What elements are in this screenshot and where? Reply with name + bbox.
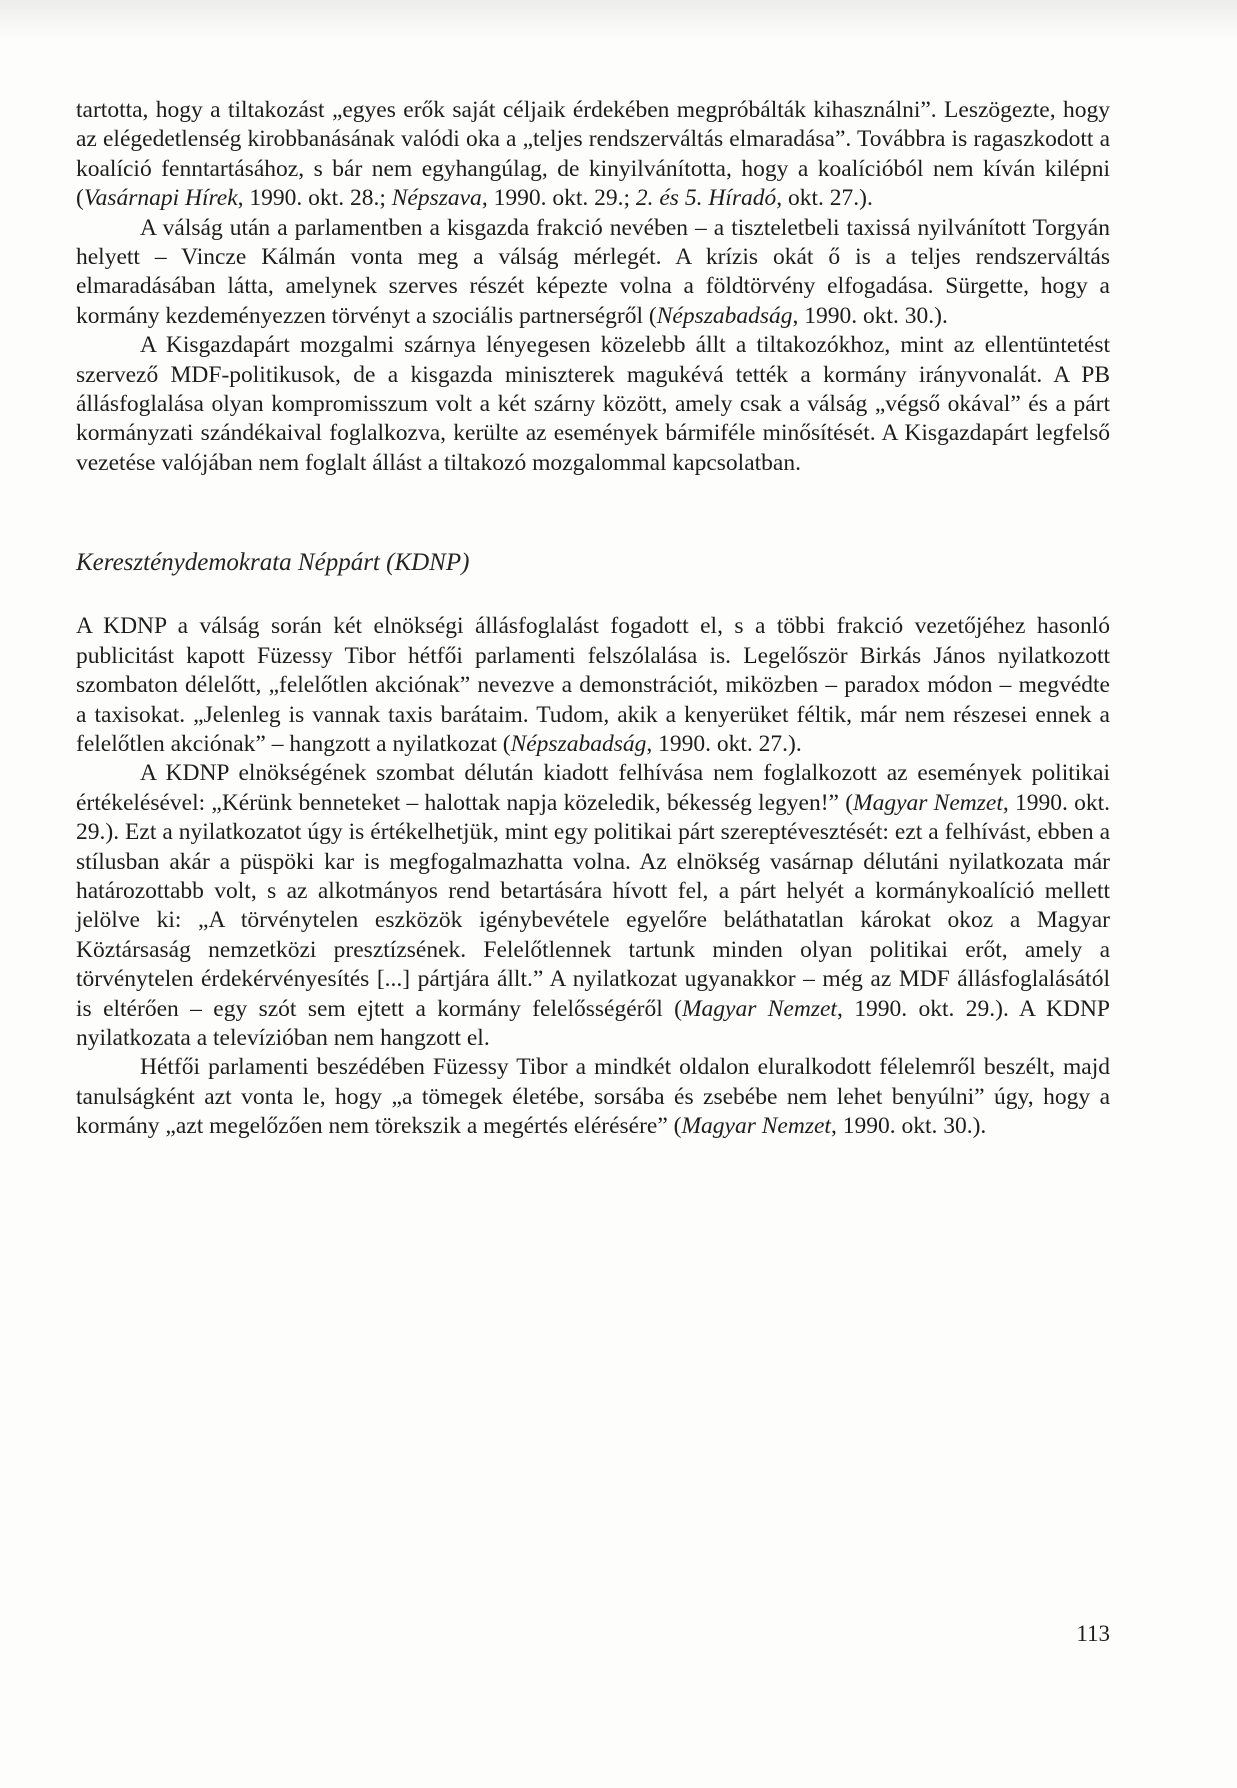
paragraph (76, 214, 1110, 332)
paragraph-text: A KDNP a válság során két elnökségi állásfoglalást fogadott el, s a többi frakció vezetőjéhez hasonló publicitást kapott Füzessy Tibor hétfői parlamenti felszólalása is. Legelőször Birkás János nyilatkozott szombaton délelőtt, „felelőtlen akciónak” nevezve a demonstrációt, miközben – paradox módon – megvédte a taxisokat. „Jelenleg is vannak taxis barátaim. Tudom, akik a kenyerüket féltik, már nem részesei ennek a felelőtlen akciónak” – hangzott a nyilatkozat ( (76, 613, 1110, 757)
paragraph-text: Hétfői parlamenti beszédében Füzessy Tibor a mindkét oldalon eluralkodott félelemről beszélt, majd tanulságként azt vonta le, hogy „a tömegek életébe, sorsába és zsebébe nem lehet benyúlni” úgy, hogy a kormány „azt megelőzően nem törekszik a megértés elérésére” ( (76, 1054, 1110, 1140)
page-number: 113 (1076, 1621, 1110, 1646)
source-title: Népszabadság (656, 302, 793, 329)
paragraph-text: , 1990. okt. 27.). (646, 730, 802, 757)
source-title: Magyar Nemzet (681, 995, 837, 1022)
paragraph-text: , 1990. okt. 30.). (792, 302, 948, 329)
paragraph-text: A Kisgazdapárt mozgalmi szárnya lényegesen közelebb állt a tiltakozókhoz, mint az ellentüntetést szervező MDF-politikusok, de a kisgazda miniszterek magukévá tették a kormány irányvonalát. A PB állásfoglalása olyan kompromisszum volt a két szárny között, amely csak a válság „végső okával” és a párt kormányzati szándékaival foglalkozva, kerülte az események bármiféle minősítését. A Kisgazdapárt legfelső vezetése valójában nem foglalt állást a tiltakozó mozgalommal kapcsolatban. (76, 332, 1110, 476)
paragraph-text: , 1990. okt. 29.; (481, 185, 636, 212)
paragraph-text: , 1990. okt. 30.). (830, 1113, 987, 1140)
scan-shadow (0, 0, 1237, 42)
paragraph-text: A KDNP elnökségének szombat délután kiadott felhívása nem foglalkozott az események politikai értékelésével: „Kérünk benneteket – halottak napja közeledik, békesség legyen!” ( (76, 760, 1110, 816)
source-title: Vasárnapi Hírek (83, 185, 238, 212)
source-title: 2. és 5. Híradó (635, 185, 777, 212)
paragraph (76, 331, 1110, 478)
text-column (76, 96, 1110, 1142)
source-title: Népszava (391, 185, 482, 212)
paragraph (76, 759, 1110, 1053)
paragraph-text: A válság után a parlamentben a kisgazda frakció nevében – a tiszteletbeli taxissá nyilvánított Torgyán helyett – Vincze Kálmán vonta meg a válság mérlegét. A krízis okát ő is a teljes rendszerváltás elmaradásában látta, amelynek szerves részét képezte volna a földtörvény elfogadása. Sürgette, hogy a kormány kezdeményezzen törvényt a szociális partnerségről ( (76, 214, 1110, 329)
paragraph-text: tartotta, hogy a tiltakozást „egyes erők saját céljaik érdekében megpróbálták kihasználni”. Leszögezte, hogy az elégedetlenség kirobbanásának valódi oka a „teljes rendszerváltás elmaradása”. Továbbra is ragaszkodott a koalíció fenntartásához, s bár nem egyhangúlag, de kinyilvánította, hogy a koalícióból nem kíván kilépni ( (76, 97, 1110, 212)
section-heading: Kereszténydemokrata Néppárt (KDNP) (76, 549, 470, 577)
source-title: Magyar Nemzet (853, 789, 1003, 816)
paragraph (76, 1053, 1110, 1141)
paragraph-text: , 1990. okt. 29.). A KDNP nyilatkozata a televízióban nem hangzott el. (76, 995, 1110, 1051)
paragraph-text: , 1990. okt. 28.; (237, 185, 392, 212)
paragraph-continuation (76, 96, 1110, 214)
source-title: Népszabadság (510, 730, 647, 757)
paragraph-text: , 1990. okt. 29.). Ezt a nyilatkozatot úgy is értékelhetjük, mint egy politikai párt szereptévesztését: ezt a felhívást, ebben a stílusban akár a püspöki kar is megfogalmazhatta volna. Az elnökség vasárnap délutáni nyilatkozata már határozottabb volt, s az alkotmányos rend betartására hívott fel, a párt helyét a kormánykoalíció mellett jelölve ki: „A törvénytelen eszközök igénybevétele egyelőre beláthatatlan károkat okoz a Magyar Köztársaság nemzetközi presztízsének. Felelőtlennek tartunk minden olyan politikai erőt, amely a törvénytelen érdekérvényesítés [...] pártjára állt.” A nyilatkozat ugyanakkor – még az MDF állásfoglalásától is eltérően – egy szót sem ejtett a kormány felelősségéről ( (76, 789, 1110, 1022)
paragraph-text: , okt. 27.). (776, 185, 873, 212)
source-title: Magyar Nemzet (681, 1113, 831, 1140)
paragraph (76, 612, 1110, 759)
